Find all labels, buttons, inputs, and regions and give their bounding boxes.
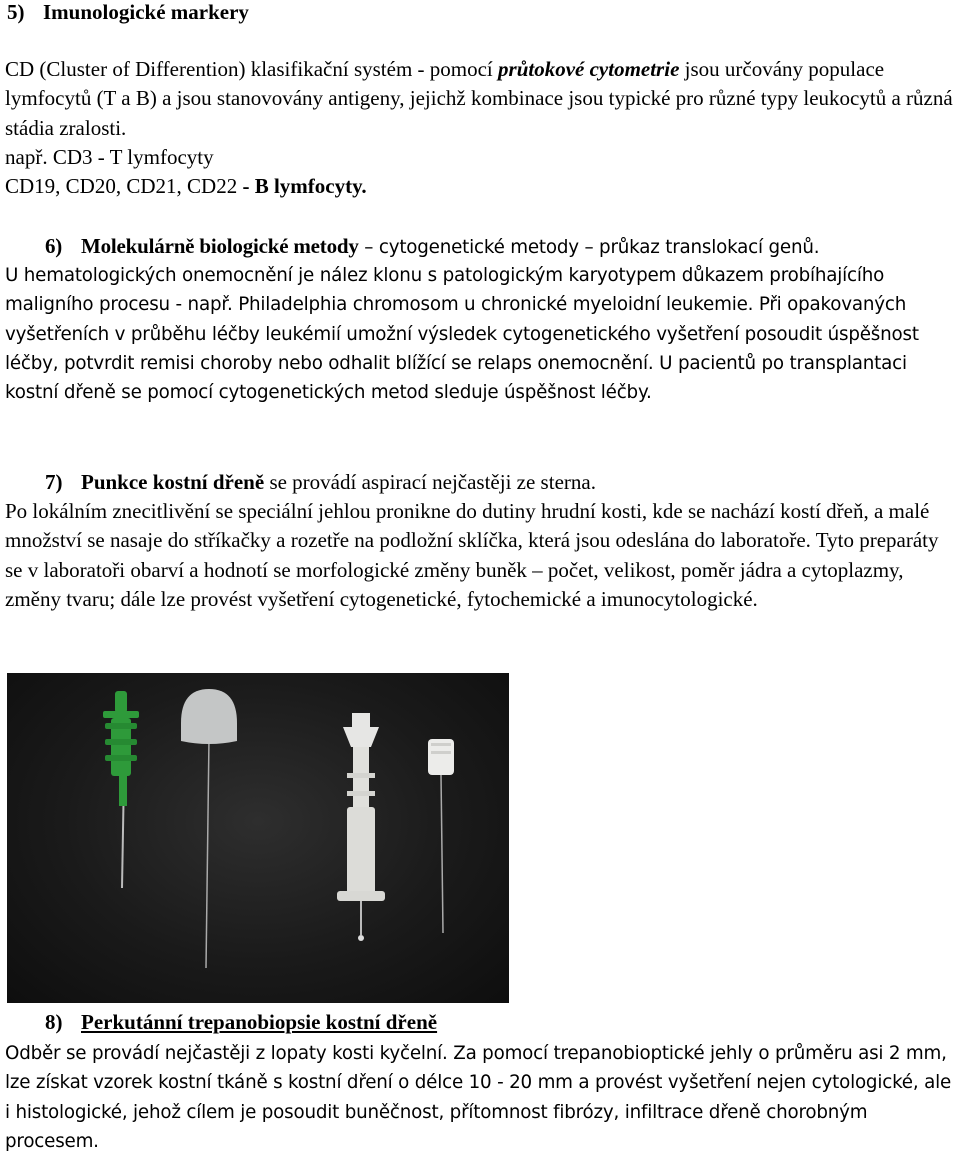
- section-6-body: [5, 261, 957, 407]
- green-needle: [103, 691, 139, 888]
- section-number: 5): [7, 0, 25, 24]
- paragraph: [5, 172, 957, 201]
- bone-marrow-needles-photo: [7, 673, 509, 1003]
- text: jsou určovány populace lymfocytů (T a B) a jsou stanovovány antigeny, jejichž kombinace jsou typické pro různé typy leukocytů a různá stádia zralosti.: [5, 57, 953, 140]
- text: CD (Cluster of Differention) klasifikační systém - pomocí: [5, 57, 499, 81]
- section-8-heading: [45, 1010, 437, 1035]
- paragraph: Odběr se provádí nejčastěji z lopaty kosti kyčelní. Za pomocí trepanobioptické jehly o průměru asi 2 mm, lze získat vzorek kostní tkáně s kostní dření o délce 10 - 20 mm a provést vyšetření nejen cytologické, ale i histologické, jehož cílem je posoudit buněčnost, přítomnost fibrózy, infiltrace dřeně chorobným procesem.: [5, 1043, 952, 1152]
- section-title-rest: – cytogenetické metody – průkaz translokací genů.: [358, 237, 820, 258]
- section-title: Molekulárně biologické metody: [81, 234, 359, 258]
- section-number: 6): [45, 234, 63, 258]
- white-trocar-needle: [337, 713, 385, 941]
- section-5-body: [5, 55, 957, 201]
- text: CD19, CD20, CD21, CD22: [5, 174, 243, 199]
- paragraph: např. CD3 - T lymfocyty: [5, 144, 214, 169]
- section-8-body: [5, 1039, 957, 1156]
- section-title-rest: se provádí aspirací nejčastěji ze sterna.: [264, 470, 596, 494]
- paragraph: Po lokálním znecitlivění se speciální jehlou pronikne do dutiny hrudní kosti, kde se nachází kostí dřeň, a malé množství se nasaje do stříkačky a rozetře na podložní sklíčka, která jsou odeslána do laboratoře. Tyto preparáty se v laboratoři obarví a hodnotí se morfologické změny buněk – počet, velikost, poměr jádra a cytoplazmy, změny tvaru; dále lze provést vyšetření cytogenetické, fytochemické a imunocytologické.: [5, 499, 939, 611]
- section-6-heading: [45, 232, 957, 262]
- section-7-heading: [45, 468, 957, 497]
- section-title: Perkutánní trepanobiopsie kostní dřeně: [81, 1010, 438, 1034]
- section-7-body: [5, 497, 957, 614]
- paragraph: [5, 55, 957, 143]
- section-5-heading: [7, 0, 249, 25]
- needles-illustration: [7, 673, 509, 1003]
- paragraph: U hematologických onemocnění je nález klonu s patologickým karyotypem důkazem probíhajícího maligního procesu - např. Philadelphia chromosom u chronické myeloidní leukemie. Při opakovaných vyšetřeních v průběhu léčby leukémií umožní výsledek cytogenetického vyšetření posoudit úspěšnost léčby, potvrdit remisi choroby nebo odhalit blížící se relaps onemocnění. U pacientů po transplantaci kostní dřeně se pomocí cytogenetických metod sleduje úspěšnost léčby.: [5, 265, 919, 404]
- section-title: Imunologické markery: [43, 0, 249, 24]
- emphasis: - B lymfocyty.: [242, 174, 367, 199]
- gray-dome-needle: [181, 689, 237, 968]
- section-number: 7): [45, 470, 63, 494]
- section-number: 8): [45, 1010, 63, 1034]
- small-white-needle: [428, 739, 454, 933]
- section-title: Punkce kostní dřeně: [81, 470, 265, 494]
- emphasis: průtokové cytometrie: [498, 57, 680, 81]
